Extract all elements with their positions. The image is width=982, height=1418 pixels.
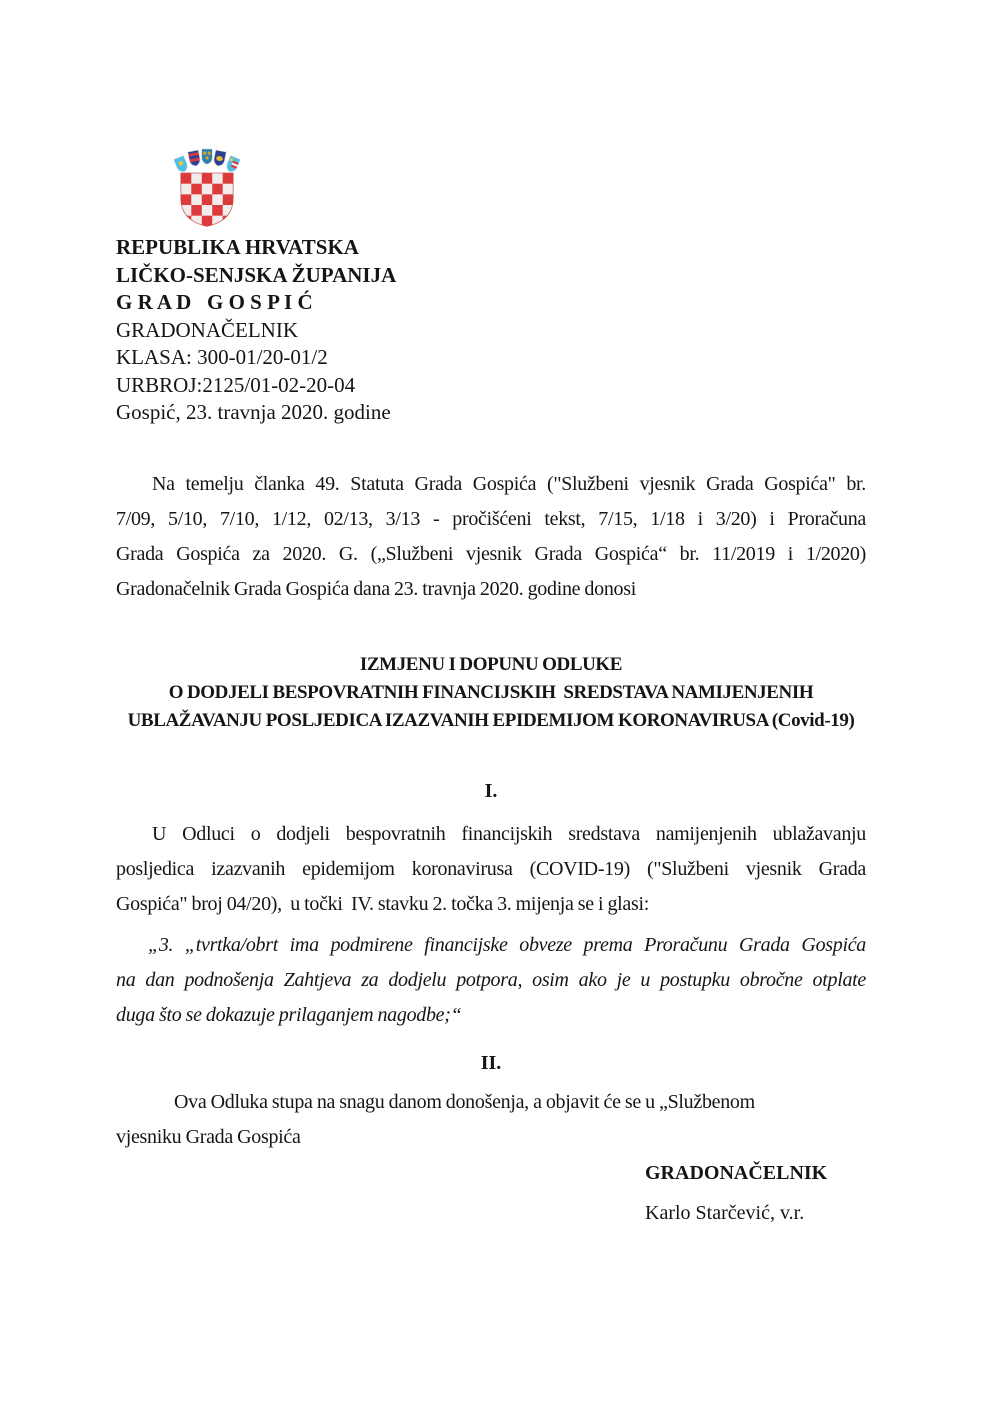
section-2-heading: II. xyxy=(480,1051,502,1074)
section-2-paragraph xyxy=(116,1085,866,1155)
text-line: vjesniku Grada Gospića xyxy=(116,1125,301,1148)
doc-place-date: Gospić, 23. travnja 2020. godine xyxy=(116,400,391,424)
text-line: posljedica izazvanih epidemijom koronavirusa (COVID-19) ("Službeni vjesnik Grada xyxy=(116,857,866,880)
section-1-paragraph xyxy=(116,817,866,922)
issuer-office: GRADONAČELNIK xyxy=(116,317,298,342)
emblem-wrap xyxy=(173,145,866,231)
signature-name: Karlo Starčević, v.r. xyxy=(645,1201,805,1224)
issuer-country: REPUBLIKA HRVATSKA xyxy=(116,235,359,259)
crown-shield-slavonia xyxy=(224,155,240,174)
letterhead xyxy=(116,145,866,427)
issuer-block xyxy=(116,234,866,427)
text-line: duga što se dokazuje prilaganjem nagodbe;“ xyxy=(116,1003,462,1026)
doc-urbroj: URBROJ:2125/01-02-20-04 xyxy=(116,372,356,397)
text-line: Grada Gospića za 2020. G. („Službeni vjesnik Grada Gospića“ br. 11/2019 i 1/2020) xyxy=(116,542,866,565)
text-line: na dan podnošenja Zahtjeva za dodjelu potpora, osim ako je u postupku obročne otplate xyxy=(116,968,866,991)
croatia-coat-of-arms-icon xyxy=(173,145,241,231)
doc-klasa: KLASA: 300-01/20-01/2 xyxy=(116,345,328,369)
text-line: O DODJELI BESPOVRATNIH FINANCIJSKIH SREDSTAVA NAMIJENJENIH xyxy=(168,681,814,703)
signature-block xyxy=(645,1159,866,1227)
crown-shield-old-croatia xyxy=(173,155,189,174)
issuer-city: G R A D G O S P I Ć xyxy=(116,290,313,314)
text-line: UBLAŽAVANJU POSLJEDICA IZAZVANIH EPIDEMIJOM KORONAVIRUSA (Covid-19) xyxy=(127,709,855,731)
crown-shield-dalmatia xyxy=(201,149,212,165)
crown-shield-istria xyxy=(213,150,227,168)
signature-role: GRADONAČELNIK xyxy=(645,1161,828,1184)
amended-provision-quote xyxy=(116,928,866,1033)
document-title xyxy=(116,651,866,735)
crown-shield-dubrovnik xyxy=(187,150,201,168)
text-line: „3. „tvrtka/obrt ima podmirene financijske obveze prema Proračunu Grada Gospića xyxy=(148,933,866,956)
chequy-pattern xyxy=(181,173,233,226)
text-line: Na temelju članka 49. Statuta Grada Gospića ("Službeni vjesnik Grada Gospića" br. xyxy=(152,472,866,495)
preamble-paragraph xyxy=(116,467,866,607)
text-line: Gospića" broj 04/20), u točki IV. stavku 2. točka 3. mijenja se i glasi: xyxy=(116,892,650,915)
text-line: IZMJENU I DOPUNU ODLUKE xyxy=(359,653,623,675)
text-line: Gradonačelnik Grada Gospića dana 23. travnja 2020. godine donosi xyxy=(116,577,636,600)
text-line: 7/09, 5/10, 7/10, 1/12, 02/13, 3/13 - pročišćeni tekst, 7/15, 1/18 i 3/20) i Proračuna xyxy=(116,507,866,530)
text-line: U Odluci o dodjeli bespovratnih financijskih sredstava namijenjenih ublažavanju xyxy=(152,822,866,845)
section-1-heading: I. xyxy=(484,779,498,802)
text-line: Ova Odluka stupa na snagu danom donošenja, a objavit će se u „Službenom xyxy=(174,1090,755,1113)
issuer-county: LIČKO-SENJSKA ŽUPANIJA xyxy=(116,262,397,287)
